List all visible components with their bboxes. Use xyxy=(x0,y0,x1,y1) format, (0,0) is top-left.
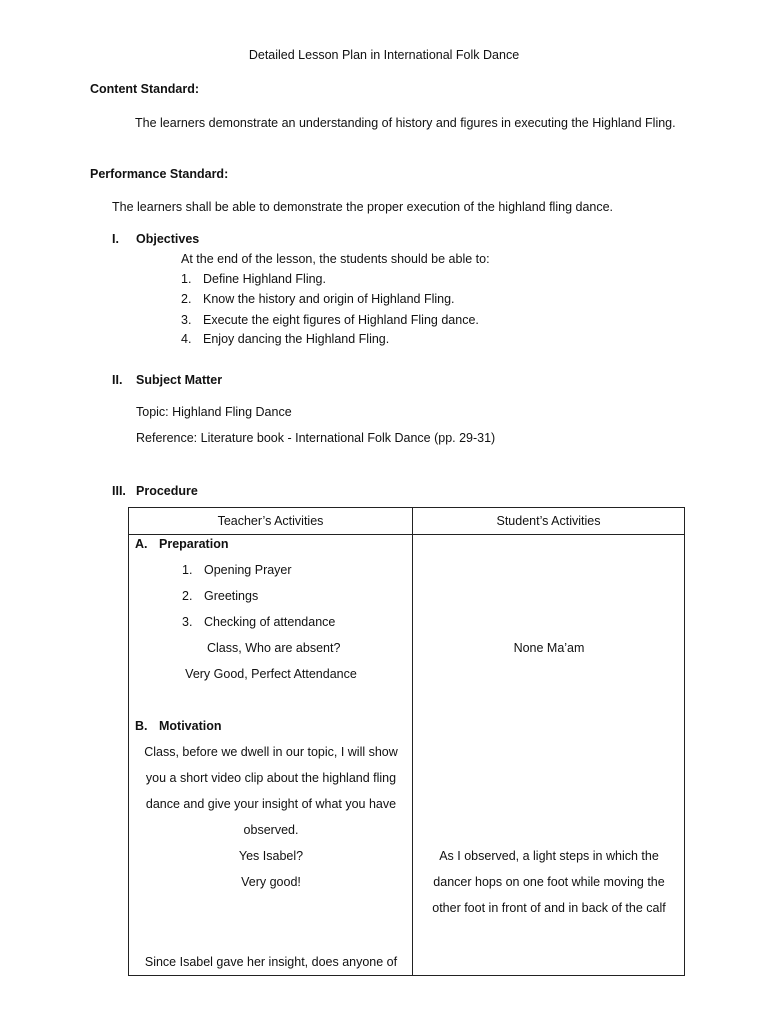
preparation-letter: A. xyxy=(135,537,148,551)
procedure-numeral: III. xyxy=(112,484,126,498)
prep-item: Greetings xyxy=(204,589,259,603)
motivation-letter: B. xyxy=(135,719,148,733)
performance-standard-heading: Performance Standard: xyxy=(90,167,229,181)
objective-item: Execute the eight figures of Highland Fling dance. xyxy=(203,313,479,327)
prep-item: Opening Prayer xyxy=(204,563,292,577)
student-observed-line: other foot in front of and in back of the calf xyxy=(432,901,666,915)
document-title: Detailed Lesson Plan in International Folk Dance xyxy=(248,48,520,62)
objective-item: Enjoy dancing the Highland Fling. xyxy=(203,332,390,346)
student-activities-cell xyxy=(413,535,685,976)
prep-item: Checking of attendance xyxy=(204,615,336,629)
motivation-heading: Motivation xyxy=(159,719,222,733)
perfect-attendance: Very Good, Perfect Attendance xyxy=(185,667,357,681)
objective-num: 4. xyxy=(181,332,192,346)
prep-item-num: 2. xyxy=(182,589,193,603)
very-good: Very good! xyxy=(241,875,301,889)
motivation-line: observed. xyxy=(243,823,299,837)
yes-isabel: Yes Isabel? xyxy=(238,849,304,863)
objectives-intro: At the end of the lesson, the students should be able to: xyxy=(181,252,490,266)
subject-matter-heading: Subject Matter xyxy=(136,373,223,387)
objectives-numeral: I. xyxy=(112,232,119,246)
absent-question: Class, Who are absent? xyxy=(207,641,341,655)
objective-item: Know the history and origin of Highland Fling. xyxy=(203,292,455,306)
student-none-response: None Ma’am xyxy=(513,641,585,655)
objectives-heading: Objectives xyxy=(136,232,200,246)
prep-item-num: 1. xyxy=(182,563,193,577)
student-observed-line: As I observed, a light steps in which the xyxy=(439,849,659,863)
content-standard-text xyxy=(90,113,677,133)
student-observed-line: dancer hops on one foot while moving the xyxy=(433,875,665,889)
objective-num: 1. xyxy=(181,272,192,286)
objective-num: 3. xyxy=(181,313,192,327)
table-row xyxy=(129,535,685,976)
student-column-header: Student’s Activities xyxy=(413,508,685,535)
content-standard-heading: Content Standard: xyxy=(90,82,200,96)
teacher-activities-cell xyxy=(129,535,413,976)
prep-item-num: 3. xyxy=(182,615,193,629)
objective-num: 2. xyxy=(181,292,192,306)
motivation-line: Class, before we dwell in our topic, I will show xyxy=(144,745,398,759)
procedure-heading: Procedure xyxy=(136,484,198,498)
objective-item: Define Highland Fling. xyxy=(203,272,326,286)
motivation-line: dance and give your insight of what you have xyxy=(145,797,397,811)
preparation-heading: Preparation xyxy=(159,537,229,551)
teacher-column-header: Teacher’s Activities xyxy=(129,508,413,535)
motivation-line: you a short video clip about the highland fling xyxy=(145,771,397,785)
subject-reference: Reference: Literature book - International Folk Dance (pp. 29-31) xyxy=(136,431,496,445)
subject-topic: Topic: Highland Fling Dance xyxy=(136,405,292,419)
procedure-table xyxy=(128,507,685,976)
content-standard-body: The learners demonstrate an understanding of history and figures in executing the Highland Fling. xyxy=(135,116,676,130)
since-isabel: Since Isabel gave her insight, does anyone of xyxy=(144,955,398,969)
subject-matter-numeral: II. xyxy=(112,373,123,387)
table-header-row xyxy=(129,508,685,535)
performance-standard-text: The learners shall be able to demonstrate the proper execution of the highland fling dance. xyxy=(112,200,614,214)
